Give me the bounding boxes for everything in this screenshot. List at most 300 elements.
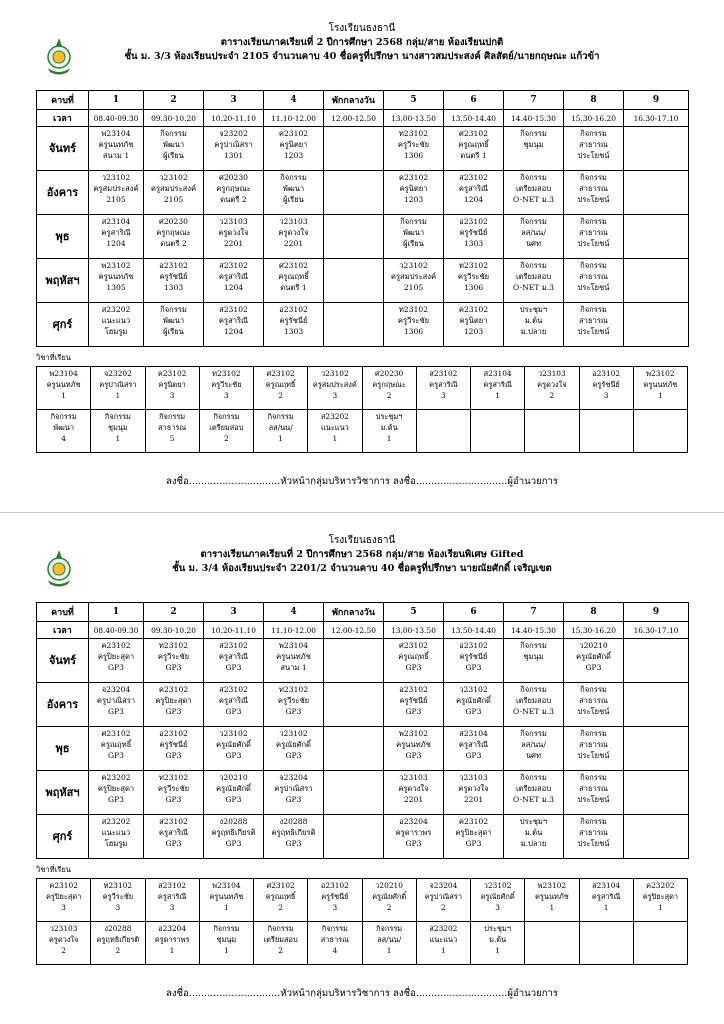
timetable-cell [89, 815, 144, 859]
cell-line: ครูนนทภัช [276, 652, 311, 661]
period-number: 6 [444, 91, 504, 110]
cell-line: 1306 [403, 327, 424, 336]
cell-line: โฮมรูม [104, 327, 128, 336]
cell-line: ครูนิตยา [399, 184, 428, 193]
timetable [36, 602, 689, 859]
day-name: พฤหัสฯ [37, 771, 89, 815]
timetable-cell [444, 171, 504, 215]
cell-line: GP3 [165, 839, 182, 848]
cell-line: 1203 [403, 195, 424, 204]
cell-line: ส23202 [429, 924, 458, 933]
cell-line: กิจกรรม [580, 817, 607, 826]
period-number: 3 [204, 91, 264, 110]
cell-line: ประชุมฯ [519, 817, 548, 826]
cell-line: พ23102 [537, 881, 567, 890]
timetable-cell [504, 127, 564, 171]
cell-line: ครูปาณิสรา [99, 380, 137, 389]
cell-line: แนะแนว [429, 935, 458, 944]
timetable-cell [624, 215, 689, 259]
cell-line: ประโยชน์ [577, 151, 610, 160]
period-number: 5 [384, 91, 444, 110]
subject-cell [254, 922, 308, 965]
time-slot: 10.20-11.10 [204, 622, 264, 639]
subject-cell [199, 410, 253, 453]
period-number: 1 [89, 603, 144, 622]
subject-cell [416, 367, 470, 410]
cell-line: ครูดาราพร [154, 935, 190, 944]
timetable-cell [624, 127, 689, 171]
timetable-cell [444, 215, 504, 259]
timetable-cell [204, 303, 264, 347]
cell-line: ครูสาริณี [101, 228, 131, 237]
subjects-table [36, 366, 688, 453]
subject-cell [254, 879, 308, 922]
cell-line: ส23202 [101, 817, 131, 826]
cell-line: ว20210 [219, 773, 248, 782]
cell-line: 1204 [223, 327, 244, 336]
cell-line: ครูวีระชัย [277, 696, 310, 705]
cell-line: ศ20230 [159, 217, 188, 226]
timetable-cell [324, 127, 384, 171]
cell-line: ว23102 [101, 173, 131, 182]
subject-cell [199, 879, 253, 922]
timetable-cell [89, 171, 144, 215]
timetable-cell [204, 215, 264, 259]
lunch-label: พักกลางวัน [324, 603, 384, 622]
period-number: 1 [89, 91, 144, 110]
school-name: โรงเรียนธงธานี [328, 23, 396, 34]
cell-line: กิจกรรม [104, 412, 131, 421]
cell-line: ครูปิยะสุดา [97, 652, 135, 661]
cell-line: ท23102 [458, 261, 489, 270]
cell-line: ครูปาณิสรา [424, 892, 462, 901]
cell-line: ส23202 [320, 412, 349, 421]
cell-line: ส23104 [483, 369, 512, 378]
cell-line: ครูกฤษณะ [156, 228, 191, 237]
timetable-cell [204, 815, 264, 859]
period-label: คาบที่ [37, 603, 89, 622]
cell-line: ส23202 [101, 305, 131, 314]
cell-line: พ23102 [646, 369, 675, 378]
time-label: เวลา [37, 622, 89, 639]
cell-line: พัฒนา [53, 423, 74, 432]
cell-line: พ23104 [212, 881, 241, 890]
cell-line: ส23102 [219, 685, 248, 694]
cell-line: 1305 [106, 283, 126, 292]
subject-cell [416, 922, 470, 965]
cell-line: ครูณฤทธิ์ [398, 652, 429, 661]
cell-line: กิจกรรม [580, 261, 607, 270]
cell-line: GP3 [165, 795, 182, 804]
cell-line: ครูสาริณี [158, 828, 189, 837]
cell-line: ครูรัชนีย์ [399, 696, 428, 705]
timetable-cell [384, 683, 444, 727]
time-slot: 15.30-16.20 [564, 110, 624, 127]
cell-line: ครูวีระชัย [211, 380, 242, 389]
cell-line: GP3 [285, 795, 302, 804]
cell-line: ครูนิตยา [459, 316, 488, 325]
cell-line: 1204 [223, 283, 244, 292]
timetable-cell [564, 727, 624, 771]
cell-line: ครูณัยศักดิ์ [372, 892, 407, 901]
timetable-cell [624, 171, 689, 215]
timetable-cell [89, 639, 144, 683]
timetable-cell [564, 259, 624, 303]
timetable-cell [204, 259, 264, 303]
cell-line: สาธารณ [579, 228, 608, 237]
timetable-cell [324, 771, 384, 815]
cell-line: สนาม 1 [102, 151, 130, 160]
cell-line: อ23102 [159, 261, 188, 270]
subjects-row [37, 922, 688, 965]
timetable-cell [444, 259, 504, 303]
cell-line: ครูณฤทธิ์ [458, 140, 489, 149]
cell-line: ครูรัชนีย์ [159, 740, 188, 749]
cell-line: สนาม 1 [280, 663, 307, 672]
cell-line: ครูนนทภัช [643, 380, 678, 389]
cell-line: 2201 [283, 239, 304, 248]
timetable-cell [384, 815, 444, 859]
cell-line: ครูดวงใจ [278, 228, 309, 237]
subject-cell [525, 367, 579, 410]
signature-line: ลงชื่อ..............................หัวหน้ากลุ่มบริหารวิชาการ ลงชื่อ..............................ผู้อำนวยการ [165, 988, 559, 999]
cell-line: กิจกรรม [520, 729, 547, 738]
cell-line: ครูณัยศักดิ์ [575, 652, 611, 661]
cell-line: 1301 [223, 151, 244, 160]
cell-line: O-NET ม.3 [513, 195, 554, 204]
time-slot: 09.30-10.20 [144, 622, 204, 639]
time-slot: 09.30-10.20 [144, 110, 204, 127]
subject-cell [362, 367, 416, 410]
cell-line: อ23102 [399, 685, 428, 694]
cell-line: ผู้เรียน [403, 239, 424, 248]
cell-line: ครูณัยศักดิ์ [480, 892, 515, 901]
cell-line: กิจกรรม [520, 773, 547, 782]
subjects-row [37, 367, 688, 410]
timetable-cell [444, 683, 504, 727]
period-number: 2 [144, 603, 204, 622]
cell-line: ครูสาริณี [458, 184, 489, 193]
period-number: 9 [624, 91, 689, 110]
timetable [36, 90, 689, 347]
cell-line: ครูนนทภัช [534, 892, 569, 901]
cell-line: ครูดาราพร [395, 828, 432, 837]
cell-line: ดนตรี 2 [160, 239, 187, 248]
cell-line: ส23102 [219, 641, 248, 650]
cell-line: ครูรัชนีย์ [459, 652, 488, 661]
cell-line: 4 [332, 946, 338, 955]
cell-line: 1 [61, 391, 66, 400]
cell-line: 3 [441, 391, 446, 400]
cell-line: ค23102 [157, 369, 187, 378]
cell-line: 1306 [403, 151, 424, 160]
cell-line: กิจกรรม [520, 217, 547, 226]
signature-line: ลงชื่อ..............................หัวหน้ากลุ่มบริหารวิชาการ ลงชื่อ..............................ผู้อำนวยการ [165, 476, 559, 487]
subject-cell [471, 410, 525, 453]
timetable-cell [564, 683, 624, 727]
cell-line: ครูสาริณี [483, 380, 512, 389]
cell-line: สาธารณ [320, 935, 349, 944]
day-name: พฤหัสฯ [37, 259, 89, 303]
cell-line: 1303 [463, 239, 484, 248]
cell-line: กิจกรรม [213, 924, 240, 933]
time-slot: 13.50-14.40 [444, 110, 504, 127]
cell-line: ประโยชน์ [577, 239, 610, 248]
cell-line: ส23104 [592, 881, 621, 890]
cell-line: พ23102 [101, 261, 131, 270]
cell-line: ผู้เรียน [283, 195, 304, 204]
day-name: จันทร์ [37, 127, 89, 171]
cell-line: 1 [224, 946, 229, 955]
time-slot: 15.30-16.20 [564, 622, 624, 639]
cell-line: กิจกรรม [280, 173, 307, 182]
cell-line: แนะแนว [101, 316, 131, 325]
subjects-label: วิชาที่เรียน [36, 865, 72, 874]
timetable-cell [89, 215, 144, 259]
cell-line: ชุมนุม [523, 140, 544, 149]
cell-line: GP3 [107, 751, 124, 760]
subject-cell [308, 367, 362, 410]
subject-cell [308, 410, 362, 453]
subject-cell [579, 367, 633, 410]
timetable-cell [264, 303, 324, 347]
cell-line: 1204 [463, 195, 484, 204]
cell-line: ดนตรี 1 [460, 151, 487, 160]
lunch-label: พักกลางวัน [324, 91, 384, 110]
cell-line: ศ23102 [266, 369, 295, 378]
cell-line: ครูวีระชัย [397, 316, 430, 325]
subject-cell [362, 410, 416, 453]
cell-line: 1 [495, 391, 500, 400]
cell-line: ง20288 [104, 924, 132, 933]
cell-line: ครูสาริณี [218, 696, 249, 705]
period-number: 8 [564, 603, 624, 622]
cell-line: ส23102 [158, 881, 187, 890]
period-number: 8 [564, 91, 624, 110]
cell-line: 1303 [163, 283, 184, 292]
cell-line: GP3 [165, 707, 182, 716]
cell-line: ครูปิยะสุดา [155, 696, 192, 705]
cell-line: กิจกรรม [520, 129, 547, 138]
timetable-cell [264, 727, 324, 771]
cell-line: 1 [278, 434, 283, 443]
subject-cell [633, 410, 687, 453]
cell-line: เตรียมสอบ [515, 184, 552, 193]
cell-line: กิจกรรม [213, 412, 240, 421]
cell-line: ประชุมฯ [375, 412, 403, 421]
cell-line: ท23102 [278, 685, 309, 694]
timetable-cell [324, 303, 384, 347]
cell-line: ประโยชน์ [577, 283, 610, 292]
time-slot: 16.30-17.10 [624, 110, 689, 127]
subject-cell [145, 367, 199, 410]
time-slot: 08.40-09.30 [89, 622, 144, 639]
timetable-cell [324, 215, 384, 259]
subject-cell [633, 367, 687, 410]
timetable-cell [204, 771, 264, 815]
subject-cell [145, 879, 199, 922]
cell-line: สาธารณ [579, 828, 608, 837]
cell-line: กิจกรรม [580, 729, 607, 738]
time-slot: 13.00-13.50 [384, 110, 444, 127]
cell-line: ครูดวงใจ [458, 784, 489, 793]
timetable-cell [204, 127, 264, 171]
cell-line: ชุมนุม [523, 652, 544, 661]
cell-line: ศ20230 [219, 173, 248, 182]
cell-line: กิจกรรม [580, 173, 607, 182]
cell-line: 3 [224, 391, 229, 400]
cell-line: GP3 [465, 663, 482, 672]
cell-line: สาธารณ [579, 316, 608, 325]
cell-line: ครูดวงใจ [537, 380, 567, 389]
timetable-cell [504, 727, 564, 771]
subject-cell [199, 922, 253, 965]
timetable-cell [264, 771, 324, 815]
cell-line: ครูณัยศักดิ์ [275, 740, 311, 749]
cell-line: พ23104 [49, 369, 78, 378]
cell-line: 1 [441, 946, 446, 955]
period-number: 3 [204, 603, 264, 622]
cell-line: 2 [386, 391, 392, 400]
timetable-cell [324, 815, 384, 859]
cell-line: 2 [441, 903, 446, 912]
time-slot: 14.40-15.30 [504, 110, 564, 127]
cell-line: ค23102 [278, 129, 309, 138]
cell-line: 2201 [463, 795, 484, 804]
timetable-cell [89, 683, 144, 727]
cell-line: GP3 [107, 795, 124, 804]
cell-line: พ23104 [278, 641, 309, 650]
timetable-cell [324, 171, 384, 215]
timetable-cell [384, 771, 444, 815]
period-label: คาบที่ [37, 91, 89, 110]
cell-line: ศ23102 [266, 881, 295, 890]
cell-line: ประโยชน์ [577, 751, 610, 760]
cell-line: 2 [549, 391, 555, 400]
subjects-table [36, 878, 688, 965]
cell-line: สาธารณ [158, 423, 187, 432]
cell-line: ว23103 [399, 773, 428, 782]
subject-cell [91, 922, 145, 965]
subject-cell [91, 410, 145, 453]
day-row [37, 683, 689, 727]
cell-line: กิจกรรม [50, 412, 77, 421]
cell-line: 3 [115, 903, 121, 912]
cell-line: ครูกฤษณะ [372, 380, 406, 389]
cell-line: ครูวีระชัย [157, 784, 190, 793]
period-number: 7 [504, 603, 564, 622]
subject-cell [145, 410, 199, 453]
subject-cell [471, 367, 525, 410]
cell-line: ค23102 [458, 305, 489, 314]
timetable-cell [264, 171, 324, 215]
cell-line: ครูวีระชัย [157, 652, 190, 661]
day-name: ศุกร์ [37, 303, 89, 347]
cell-line: 2 [278, 391, 283, 400]
day-row [37, 727, 689, 771]
cell-line: ครูสาริณี [429, 380, 458, 389]
cell-line: ครูดวงใจ [218, 228, 249, 237]
cell-line: ครูปิยะสุดา [455, 828, 492, 837]
cell-line: ส23102 [219, 305, 248, 314]
cell-line: ว20210 [375, 881, 403, 890]
cell-line: ว23103 [459, 773, 488, 782]
timetable-cell [144, 815, 204, 859]
cell-line: ประโยชน์ [577, 795, 610, 804]
subject-cell [91, 879, 145, 922]
cell-line: ประโยชน์ [577, 839, 610, 848]
cell-line: จ23204 [101, 685, 131, 694]
cell-line: ผู้เรียน [163, 151, 184, 160]
cell-line: กิจกรรม [321, 924, 348, 933]
cell-line: 1 [169, 946, 175, 955]
period-number: 9 [624, 603, 689, 622]
subject-cell [37, 367, 91, 410]
cell-line: ว20210 [579, 641, 608, 650]
time-slot: 12.00-12.50 [324, 110, 384, 127]
timetable-cell [504, 639, 564, 683]
cell-line: GP3 [465, 751, 482, 760]
cell-line: อ23102 [459, 217, 488, 226]
cell-line: 2 [224, 434, 229, 443]
cell-line: ครูสาริณี [218, 316, 249, 325]
cell-line: ครูรัชนีย์ [279, 316, 308, 325]
school-name: โรงเรียนธงธานี [328, 535, 396, 546]
timetable-cell [144, 259, 204, 303]
cell-line: ม.ปลาย [520, 839, 547, 848]
cell-line: ส23102 [219, 261, 248, 270]
cell-line: GP3 [585, 663, 602, 672]
timetable-cell [624, 303, 689, 347]
time-slot: 16.30-17.10 [624, 622, 689, 639]
cell-line: ประโยชน์ [577, 327, 610, 336]
cell-line: นศท [525, 239, 542, 248]
timetable-cell [264, 815, 324, 859]
cell-line: ลส/นน/ [521, 228, 546, 237]
cell-line: กิจกรรม [520, 685, 547, 694]
cell-line: กิจกรรม [267, 412, 294, 421]
cell-line: ผู้เรียน [163, 327, 184, 336]
cell-line: O-NET ม.3 [513, 707, 554, 716]
subject-cell [579, 922, 633, 965]
cell-line: สาธารณ [579, 140, 608, 149]
cell-line: ว23103 [49, 924, 78, 933]
cell-line: ครูสมประสงค์ [390, 272, 437, 281]
cell-line: กิจกรรม [580, 129, 607, 138]
cell-line: ครูปาณิสรา [214, 140, 253, 149]
timetable-cell [624, 259, 689, 303]
cell-line: ครูรัชนีย์ [592, 380, 620, 389]
cell-line: อ23204 [158, 924, 187, 933]
timetable-cell [564, 771, 624, 815]
subject-cell [525, 879, 579, 922]
cell-line: GP3 [225, 663, 242, 672]
cell-line: ครูปาณิสรา [96, 696, 136, 705]
cell-line: ว23103 [219, 217, 248, 226]
cell-line: ครูณฤทธิ์ [100, 740, 132, 749]
cell-line: กิจกรรม [580, 305, 607, 314]
cell-line: พัฒนา [162, 140, 185, 149]
cell-line: GP3 [225, 839, 242, 848]
timetable-cell [384, 727, 444, 771]
schedule-header [0, 22, 724, 64]
cell-line: ม.ต้น [524, 316, 543, 325]
cell-line: ท23102 [398, 129, 429, 138]
subject-cell [579, 879, 633, 922]
subjects-row [37, 879, 688, 922]
cell-line: ครูปาณิสรา [274, 784, 313, 793]
subject-cell [416, 410, 470, 453]
